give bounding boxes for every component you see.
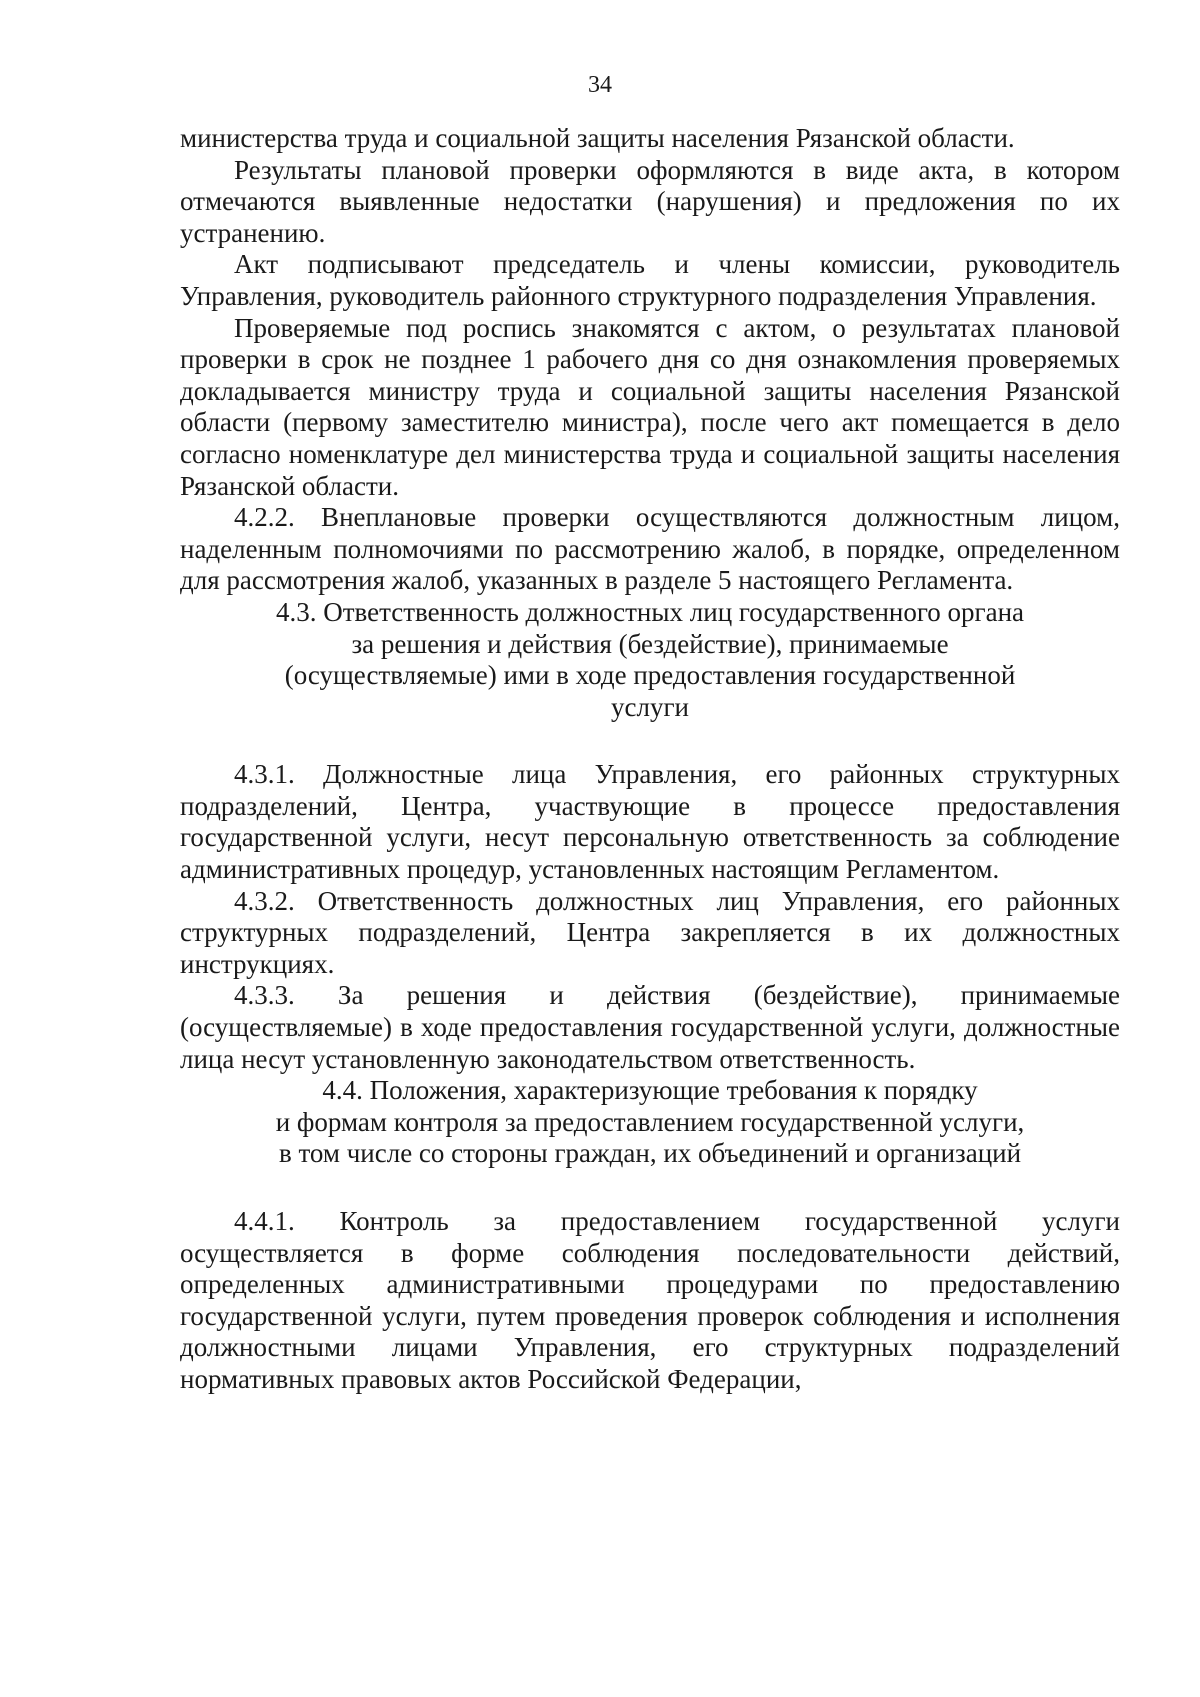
heading-line: 4.3. Ответственность должностных лиц государственного органа [275, 596, 1025, 627]
heading-line: в том числе со стороны граждан, их объединений и организаций [278, 1138, 1022, 1169]
heading-line: (осуществляемые) ими в ходе предоставления государственной [284, 660, 1016, 691]
paragraph-continuation: министерства труда и социальной защиты населения Рязанской области. [180, 123, 1015, 153]
section-heading-4-4 [220, 1075, 1080, 1170]
paragraph-4-3-1: 4.3.1. Должностные лица Управления, его районных структурных подразделений, Центра, участвующие в процессе предоставления государственной услуги, несут персональную ответственность за соблюдение административных процедур, установленных настоящим Регламентом. [180, 759, 1120, 885]
paragraph-4-3-3: 4.3.3. За решения и действия (бездействие), принимаемые (осуществляемые) в ходе предоставления государственной услуги, должностные лица несут установленную законодательством ответственность. [180, 980, 1120, 1074]
section-heading-4-3 [220, 597, 1080, 723]
heading-line: 4.4. Положения, характеризующие требования к порядку [322, 1075, 978, 1106]
paragraph-4-2-2: 4.2.2. Внеплановые проверки осуществляются должностным лицом, наделенным полномочиями по рассмотрению жалоб, в порядке, определенном для рассмотрения жалоб, указанных в разделе 5 настоящего Регламента. [180, 502, 1120, 596]
paragraph-checked: Проверяемые под роспись знакомятся с актом, о результатах плановой проверки в срок не позднее 1 рабочего дня со дня ознакомления проверяемых докладывается министру труда и социальной защиты населения Рязанской области (первому заместителю министра), после чего акт помещается в дело согласно номенклатуре дел министерства труда и социальной защиты населения Рязанской области. [180, 312, 1120, 501]
paragraph-act: Акт подписывают председатель и члены комиссии, руководитель Управления, руководитель районного структурного подразделения Управления. [180, 249, 1120, 311]
document-body [180, 123, 1120, 1396]
page-number: 34 [588, 72, 612, 98]
heading-line: за решения и действия (бездействие), принимаемые [351, 628, 949, 659]
paragraph-4-3-2: 4.3.2. Ответственность должностных лиц Управления, его районных структурных подразделений, Центра закрепляется в их должностных инструкциях. [180, 885, 1120, 979]
paragraph-results: Результаты плановой проверки оформляются в виде акта, в котором отмечаются выявленные недостатки (нарушения) и предложения по их устранению. [180, 154, 1120, 248]
heading-line: и формам контроля за предоставлением государственной услуги, [275, 1106, 1025, 1137]
heading-line: услуги [611, 691, 689, 722]
paragraph-4-4-1: 4.4.1. Контроль за предоставлением государственной услуги осуществляется в форме соблюдения последовательности действий, определенных административными процедурами по предоставлению государственной услуги, путем проведения проверок соблюдения и исполнения должностными лицами Управления, его структурных подразделений нормативных правовых актов Российской Федерации, [180, 1206, 1120, 1394]
